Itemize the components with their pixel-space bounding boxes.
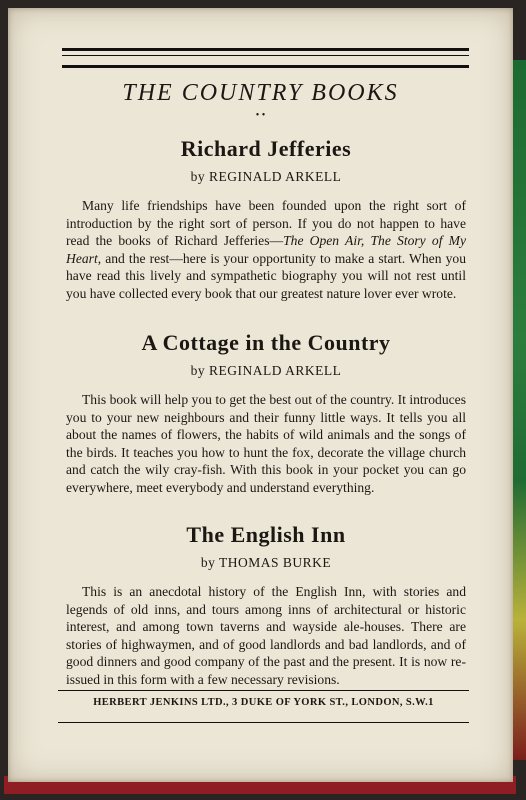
ornament-dots: • • [255, 110, 266, 121]
book-author: by THOMAS BURKE [200, 555, 332, 570]
book-description: This is an anecdotal history of the English Inn, with stories and legends of old inns, and tours among inns of architectural or historic interest, and among town taverns and wayside ale-houses. There are stories of highwaymen, and of good landlords and bad landlords, and of good dinners and good company of the past and the present. It is now re-issued in this form with a few necessary revisions. [66, 584, 466, 687]
book-author: by REGINALD ARKELL [190, 169, 342, 184]
book-title: Richard Jefferies [180, 136, 352, 161]
book-title: A Cottage in the Country [141, 330, 391, 355]
bottom-rule-lower [58, 722, 469, 723]
book-title: The English Inn [186, 522, 346, 547]
description-part: Many life friendships have been founded upon the right sort of introduction by the right sort of person. If you do not happen to have read the books of Richard Jefferies— [66, 198, 466, 249]
description-italic-titles: The Open Air, The Story of My Heart [66, 233, 466, 266]
book-description [66, 197, 466, 303]
series-title: THE COUNTRY BOOKS [122, 80, 399, 106]
dust-jacket-back-cover [8, 8, 513, 782]
publisher-imprint: HERBERT JENKINS LTD., 3 DUKE OF YORK ST., LONDON, S.W.1 [93, 697, 434, 708]
bottom-rule-upper [58, 690, 469, 691]
top-double-rule [62, 48, 469, 68]
book-entry-3 [66, 522, 466, 689]
book-author: by REGINALD ARKELL [190, 363, 342, 378]
book-description: This book will help you to get the best out of the country. It introduces you to your new neighbours and their funny little ways. It tells you all about the names of flowers, the habits of wild animals and the songs of the birds. It teaches you how to hunt the fox, decorate the village church and catch the wily cray-fish. With this book in your pocket you can go everywhere, meet everybody and understand everything. [66, 392, 466, 495]
book-entry-2 [66, 330, 466, 497]
description-part: , and the rest—here is your opportunity to make a start. When you have read this lively and sympathetic biography you will not rest until you have collected every book that our greatest nature lover ever wrote. [66, 250, 466, 301]
book-entry-1 [66, 136, 466, 303]
